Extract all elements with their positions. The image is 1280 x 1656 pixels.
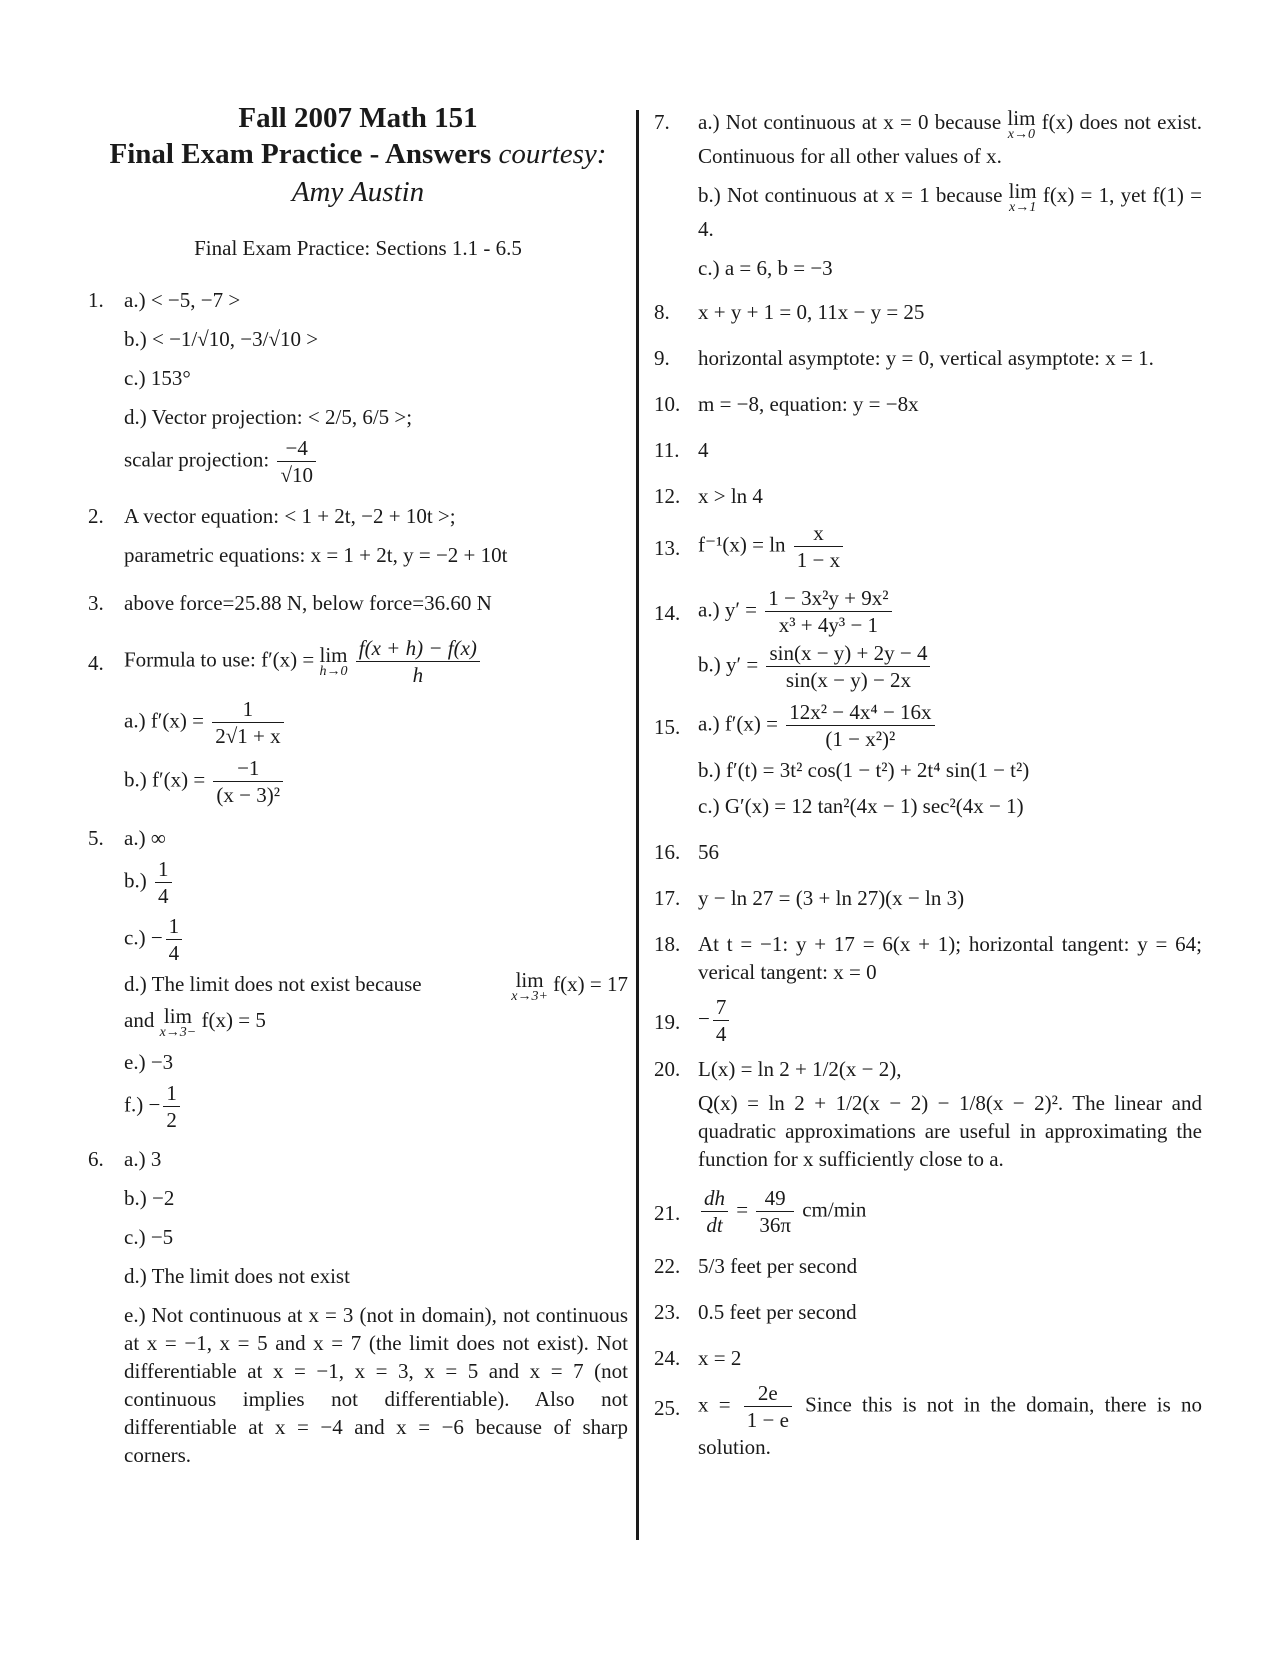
item-number: 4. bbox=[88, 651, 104, 675]
answer-18-text: At t = −1: y + 17 = 6(x + 1); horizontal tangent: y = 64; verical tangent: x = 0 bbox=[698, 932, 1202, 984]
answer-13 bbox=[654, 520, 1202, 573]
fraction-numerator: 1 bbox=[155, 856, 172, 883]
answer-1b: b.) < −1/√10, −3/√10 > bbox=[124, 327, 319, 351]
author: Amy Austin bbox=[291, 176, 425, 208]
answer-1 bbox=[88, 286, 628, 488]
answer-23-text: 0.5 feet per second bbox=[698, 1300, 857, 1324]
answer-5a: a.) ∞ bbox=[124, 826, 166, 850]
fraction-numerator: 7 bbox=[713, 994, 730, 1021]
fraction-numerator: x bbox=[794, 520, 843, 547]
answer-6a: a.) 3 bbox=[124, 1147, 162, 1171]
page-title bbox=[88, 100, 628, 172]
answer-7a-text: a.) Not continuous at x = 0 because bbox=[698, 110, 1002, 134]
fraction-denominator: 2√1 + x bbox=[215, 724, 281, 748]
answer-24-text: x = 2 bbox=[698, 1346, 742, 1370]
answer-5d-text: d.) The limit does not exist because bbox=[124, 972, 422, 996]
limit-value: f(x) = 17 bbox=[553, 972, 628, 996]
answer-20 bbox=[654, 1055, 1202, 1173]
answer-7 bbox=[654, 108, 1202, 282]
fraction bbox=[766, 640, 930, 693]
fraction-denominator: 1 − e bbox=[746, 1408, 789, 1432]
fraction bbox=[713, 994, 730, 1047]
answer-6e: e.) Not continuous at x = 3 (not in domain), not continuous at x = −1, x = 5 and x = 7 (the limit does not exist). Not differentiable at x = −1, x = 3, x = 5 and x = 7 (not continuous implies not differentiable). Also not differentiable at x = −4 and x = −6 because of sharp corners. bbox=[124, 1303, 628, 1467]
limit-subscript: x→3− bbox=[159, 1025, 197, 1040]
fraction-numerator: 2e bbox=[744, 1380, 792, 1407]
scalar-projection-label: scalar projection: bbox=[124, 447, 270, 472]
answer-20-line1: L(x) = ln 2 + 1/2(x − 2), bbox=[698, 1057, 902, 1081]
column-divider bbox=[636, 110, 639, 1540]
fraction-numerator: f(x + h) − f(x) bbox=[356, 635, 480, 662]
item-number: 7. bbox=[654, 110, 670, 134]
fraction-numerator: 12x² − 4x⁴ − 16x bbox=[786, 699, 934, 726]
item-number: 20. bbox=[654, 1057, 681, 1081]
fraction-numerator: −1 bbox=[213, 755, 283, 782]
fraction-denominator: 2 bbox=[166, 1108, 177, 1132]
answer-6 bbox=[88, 1145, 628, 1469]
fraction bbox=[786, 699, 934, 752]
fraction bbox=[166, 913, 183, 966]
answer-14b-label: b.) y′ = bbox=[698, 652, 759, 677]
answer-5b-label: b.) bbox=[124, 868, 147, 893]
answer-15b: b.) f′(t) = 3t² cos(1 − t²) + 2t⁴ sin(1 − t²) bbox=[698, 758, 1030, 782]
answer-1c: c.) 153° bbox=[124, 366, 191, 390]
answer-9-text: horizontal asymptote: y = 0, vertical asymptote: x = 1. bbox=[698, 346, 1154, 370]
limit-subscript: h→0 bbox=[319, 663, 348, 679]
fraction bbox=[163, 1080, 180, 1133]
answer-10-text: m = −8, equation: y = −8x bbox=[698, 392, 919, 416]
item-number: 1. bbox=[88, 288, 104, 312]
fraction-denominator: 36π bbox=[759, 1213, 791, 1237]
item-number: 15. bbox=[654, 715, 681, 739]
answer-6b: b.) −2 bbox=[124, 1186, 175, 1210]
answer-1a: a.) < −5, −7 > bbox=[124, 288, 241, 312]
item-number: 16. bbox=[654, 840, 681, 864]
answer-2 bbox=[88, 502, 628, 569]
fraction-numerator: 1 bbox=[212, 696, 283, 723]
answer-25-label: x = bbox=[698, 1392, 731, 1417]
answer-14a-label: a.) y′ = bbox=[698, 597, 758, 622]
answer-22 bbox=[654, 1252, 1202, 1280]
fraction-denominator: 4 bbox=[158, 884, 169, 908]
minus-sign: − bbox=[698, 1006, 710, 1031]
item-number: 9. bbox=[654, 346, 670, 370]
limit-value: f(x) = 5 bbox=[201, 1008, 266, 1032]
equals-sign: = bbox=[736, 1197, 749, 1222]
limit bbox=[511, 970, 548, 1004]
answer-7b-rest: f(x) = 1, yet f(1) = 4. bbox=[698, 183, 1202, 241]
answer-15a-label: a.) f′(x) = bbox=[698, 711, 778, 736]
fraction-denominator: 4 bbox=[168, 941, 180, 965]
answer-7b-text: b.) Not continuous at x = 1 because bbox=[698, 183, 1003, 207]
answer-24 bbox=[654, 1344, 1202, 1372]
answer-16 bbox=[654, 838, 1202, 866]
item-number: 3. bbox=[88, 591, 104, 615]
item-number: 25. bbox=[654, 1396, 681, 1420]
answer-5e: e.) −3 bbox=[124, 1050, 174, 1074]
answer-16-text: 56 bbox=[698, 840, 719, 864]
fraction-denominator: 1 − x bbox=[796, 548, 841, 572]
answer-15 bbox=[654, 699, 1202, 820]
answer-6d: d.) The limit does not exist bbox=[124, 1264, 350, 1288]
item-number: 12. bbox=[654, 484, 681, 508]
answer-4a-label: a.) f′(x) = bbox=[124, 708, 204, 733]
answer-8-text: x + y + 1 = 0, 11x − y = 25 bbox=[698, 300, 925, 324]
item-number: 8. bbox=[654, 300, 670, 324]
answer-20-line2: Q(x) = ln 2 + 1/2(x − 2) − 1/8(x − 2)². The linear and quadratic approximations are useful in approximating the function for x sufficiently close to a. bbox=[698, 1091, 1202, 1171]
answer-17-text: y − ln 27 = (3 + ln 27)(x − ln 3) bbox=[698, 886, 965, 910]
fraction bbox=[794, 520, 843, 573]
answer-4 bbox=[88, 635, 628, 808]
left-column bbox=[88, 100, 628, 1469]
limit-subscript: x→0 bbox=[1007, 127, 1036, 142]
fraction bbox=[277, 435, 316, 488]
limit bbox=[1009, 181, 1037, 215]
fraction bbox=[213, 755, 283, 808]
answer-2-line1: A vector equation: < 1 + 2t, −2 + 10t >; bbox=[124, 504, 456, 528]
answer-21 bbox=[654, 1185, 1202, 1238]
courtesy-label: courtesy: bbox=[498, 138, 607, 170]
item-number: 17. bbox=[654, 886, 681, 910]
fraction-denominator: h bbox=[412, 663, 424, 687]
answer-7a-rest: f(x) does not exist. Continuous for all other values of x. bbox=[698, 110, 1203, 168]
fraction-denominator: (1 − x²)² bbox=[825, 727, 896, 751]
limit bbox=[160, 1006, 197, 1040]
fraction bbox=[756, 1185, 794, 1238]
answer-4b-label: b.) f′(x) = bbox=[124, 767, 206, 792]
formula-label: Formula to use: f′(x) = bbox=[124, 647, 315, 672]
answer-14 bbox=[654, 585, 1202, 693]
answer-5c-label: c.) − bbox=[124, 925, 163, 950]
fraction-numerator: 1 bbox=[163, 1080, 180, 1107]
answer-25-rest: Since this is not in the domain, there is no solution. bbox=[698, 1392, 1202, 1459]
limit bbox=[319, 642, 348, 679]
fraction-numerator: dh bbox=[701, 1185, 728, 1212]
fraction-denominator: (x − 3)² bbox=[216, 783, 281, 807]
limit-subscript: x→3+ bbox=[511, 989, 548, 1004]
answer-25 bbox=[654, 1380, 1202, 1461]
item-number: 13. bbox=[654, 536, 681, 560]
limit-operator: lim bbox=[163, 1004, 192, 1028]
answer-23 bbox=[654, 1298, 1202, 1326]
item-number: 5. bbox=[88, 826, 104, 850]
fraction-numerator: 1 bbox=[166, 913, 183, 940]
item-number: 24. bbox=[654, 1346, 681, 1370]
fraction bbox=[765, 585, 891, 638]
item-number: 19. bbox=[654, 1010, 681, 1034]
limit-operator: lim bbox=[515, 968, 544, 992]
fraction-denominator: dt bbox=[706, 1213, 723, 1237]
limit-operator: lim bbox=[1007, 106, 1036, 130]
answer-8 bbox=[654, 298, 1202, 326]
right-column bbox=[654, 108, 1202, 1461]
fraction bbox=[155, 856, 172, 909]
fraction-numerator: 1 − 3x²y + 9x² bbox=[765, 585, 891, 612]
fraction bbox=[356, 635, 480, 688]
item-number: 23. bbox=[654, 1300, 681, 1324]
item-number: 21. bbox=[654, 1201, 681, 1225]
subtitle: Final Exam Practice: Sections 1.1 - 6.5 bbox=[194, 236, 522, 260]
fraction-denominator: 4 bbox=[715, 1022, 727, 1046]
answer-7c: c.) a = 6, b = −3 bbox=[698, 256, 833, 280]
limit bbox=[1007, 108, 1035, 142]
fraction-numerator: −4 bbox=[277, 435, 316, 462]
answer-5 bbox=[88, 824, 628, 1133]
answer-17 bbox=[654, 884, 1202, 912]
answer-2-line2: parametric equations: x = 1 + 2t, y = −2 + 10t bbox=[124, 543, 508, 567]
answer-12 bbox=[654, 482, 1202, 510]
answer-11-text: 4 bbox=[698, 438, 709, 462]
answer-18 bbox=[654, 930, 1202, 986]
and-word: and bbox=[124, 1008, 155, 1032]
title-line-2: Final Exam Practice - Answers bbox=[109, 138, 492, 170]
item-number: 10. bbox=[654, 392, 681, 416]
fraction bbox=[212, 696, 283, 749]
answer-11 bbox=[654, 436, 1202, 464]
answer-1d: d.) Vector projection: < 2/5, 6/5 >; bbox=[124, 405, 413, 429]
item-number: 6. bbox=[88, 1147, 104, 1171]
fraction-denominator: √10 bbox=[280, 463, 313, 487]
answer-22-text: 5/3 feet per second bbox=[698, 1254, 858, 1278]
limit-subscript: x→1 bbox=[1009, 200, 1037, 215]
fraction bbox=[744, 1380, 792, 1433]
item-number: 22. bbox=[654, 1254, 681, 1278]
answer-6c: c.) −5 bbox=[124, 1225, 174, 1249]
title-line-1: Fall 2007 Math 151 bbox=[238, 102, 478, 134]
fraction-denominator: x³ + 4y³ − 1 bbox=[778, 613, 879, 637]
item-number: 11. bbox=[654, 438, 680, 462]
answer-12-text: x > ln 4 bbox=[698, 484, 763, 508]
item-number: 14. bbox=[654, 601, 681, 625]
answer-19 bbox=[654, 994, 1202, 1047]
fraction bbox=[701, 1185, 728, 1238]
limit-operator: lim bbox=[319, 642, 348, 667]
unit-label: cm/min bbox=[802, 1197, 867, 1222]
limit-operator: lim bbox=[1008, 179, 1037, 203]
fraction-numerator: 49 bbox=[756, 1185, 794, 1212]
answer-9 bbox=[654, 344, 1202, 372]
inverse-label: f⁻¹(x) = ln bbox=[698, 532, 786, 557]
fraction-numerator: sin(x − y) + 2y − 4 bbox=[766, 640, 930, 667]
answer-3-text: above force=25.88 N, below force=36.60 N bbox=[124, 591, 492, 615]
item-number: 18. bbox=[654, 932, 681, 956]
answer-10 bbox=[654, 390, 1202, 418]
answer-3 bbox=[88, 589, 628, 617]
answer-15c: c.) G′(x) = 12 tan²(4x − 1) sec²(4x − 1) bbox=[698, 794, 1024, 818]
fraction-denominator: sin(x − y) − 2x bbox=[785, 668, 912, 692]
item-number: 2. bbox=[88, 504, 104, 528]
answer-5f-label: f.) − bbox=[124, 1092, 161, 1117]
